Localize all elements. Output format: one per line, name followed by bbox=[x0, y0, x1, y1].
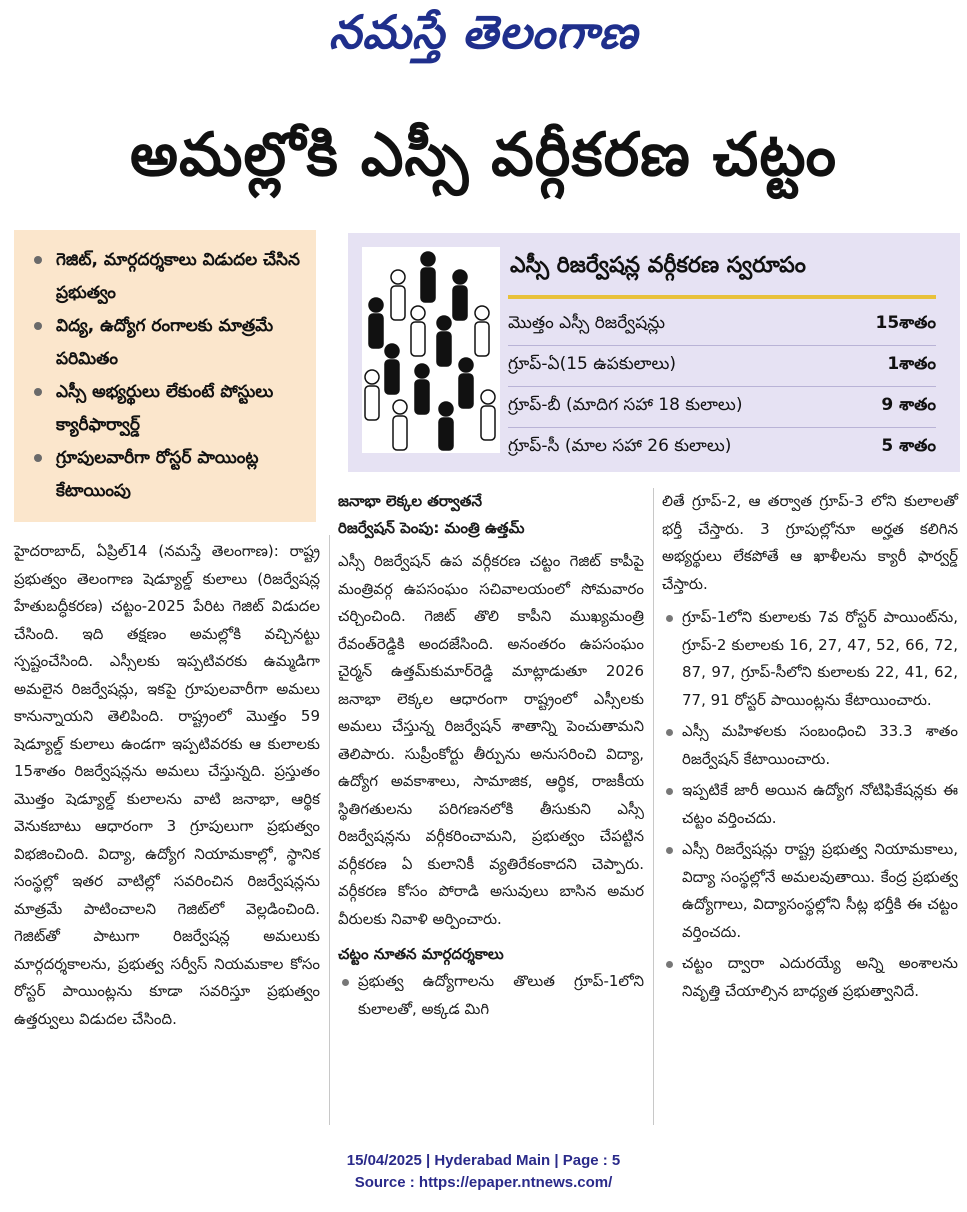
infobox bbox=[348, 233, 960, 472]
subheading: జనాభా లెక్కల తర్వాతనే bbox=[338, 492, 482, 510]
masthead-title: నమస్తే తెలంగాణ bbox=[328, 5, 639, 59]
infobox-row bbox=[508, 428, 936, 468]
bullet-icon bbox=[34, 256, 42, 264]
row-label: మొత్తం ఎస్సీ రిజర్వేషన్లు bbox=[508, 313, 666, 333]
subheading: చట్టం నూతన మార్గదర్శకాలు bbox=[338, 945, 504, 963]
row-label: గ్రూప్-బీ (మాదిగ సహా 18 కులాలు) bbox=[508, 395, 743, 415]
title-rule bbox=[508, 295, 936, 299]
column-divider bbox=[329, 535, 330, 1125]
highlight-item: విద్య, ఉద్యోగ రంగాలకు మాత్రమే పరిమితం bbox=[32, 310, 304, 376]
row-label: గ్రూప్-ఏ(15 ఉపకులాలు) bbox=[508, 354, 677, 374]
people-illustration bbox=[362, 247, 500, 453]
bullet-paragraph: ప్రభుత్వ ఉద్యోగాలను తొలుత గ్రూప్-1లోని కులాలతో, అక్కడ మిగి bbox=[338, 968, 644, 1023]
row-label: గ్రూప్-సీ (మాల సహా 26 కులాలు) bbox=[508, 436, 732, 456]
column-divider bbox=[653, 488, 654, 1125]
bullet-paragraph: చట్టం ద్వారా ఎదురయ్యే అన్ని అంశాలను నివృత్తి చేయాల్సిన బాధ్యత ప్రభుత్వానిదే. bbox=[662, 950, 958, 1005]
subheading: రిజర్వేషన్ పెంపు: మంత్రి ఉత్తమ్ bbox=[338, 519, 525, 537]
bullet-paragraph: ఎస్సీ రిజర్వేషన్లు రాష్ట్ర ప్రభుత్వ నియామకాలు, విద్యా సంస్థల్లోనే అమలవుతాయి. కేంద్ర ప్రభుత్వ ఉద్యోగాలు, విద్యాసంస్థల్లోని సీట్ల భర్తీకి ఈ చట్టం వర్తించదు. bbox=[662, 836, 958, 946]
headline: అమల్లోకి ఎస్సీ వర్గీకరణ చట్టం bbox=[129, 120, 838, 190]
footer-date-line: 15/04/2025 | Hyderabad Main | Page : 5 bbox=[346, 1152, 621, 1169]
bullet-paragraph: గ్రూప్-1లోని కులాలకు 7వ రోస్టర్ పాయింట్‌ను, గ్రూప్-2 కులాలకు 16, 27, 47, 52, 66, 72, 87, 97, గ్రూప్-సీలోని కులాలకు 22, 41, 62, 77, 91 రోస్టర్ పాయింట్లను కేటాయించారు. bbox=[662, 604, 958, 714]
article-column-1 bbox=[14, 538, 320, 1039]
article-paragraph: లితే గ్రూప్-2, ఆ తర్వాత గ్రూప్-3 లోని కులాలతో భర్తీ చేస్తారు. 3 గ్రూపుల్లోనూ అర్హత కలిగిన అభ్యర్థులు లేకపోతే ఆ ఖాళీలను క్యారీ ఫార్వర్డ్ చేస్తారు. bbox=[662, 492, 958, 593]
infobox-row bbox=[508, 305, 936, 346]
row-value: 9 శాతం bbox=[881, 395, 936, 415]
infobox-row bbox=[508, 346, 936, 387]
article-column-3 bbox=[662, 488, 958, 1009]
bullet-paragraph: ఇప్పటికే జారీ అయిన ఉద్యోగ నోటిఫికేషన్లకు ఈ చట్టం వర్తించదు. bbox=[662, 777, 958, 832]
bullet-icon bbox=[34, 322, 42, 330]
infobox-table bbox=[508, 305, 936, 468]
highlight-item: గెజిట్, మార్గదర్శకాలు విడుదల చేసిన ప్రభుత్వం bbox=[32, 244, 304, 310]
article-paragraph: హైదరాబాద్, ఏప్రిల్14 (నమస్తే తెలంగాణ): రాష్ట్ర ప్రభుత్వం తెలంగాణ షెడ్యూల్డ్ కులాలు (రిజర్వేషన్ల హేతుబద్ధీకరణ) చట్టం-2025 పేరిట గెజిట్ విడుదల చేసింది. ఇది తక్షణం అమల్లోకి వచ్చినట్టు స్పష్టంచేసింది. ఎస్సీలకు ఇప్పటివరకు ఉమ్మడిగా అమలైన రిజర్వేషన్లు, ఇకపై గ్రూపులవారీగా అమలు కానున్నాయని తెలిపింది. రాష్ట్రంలో మొత్తం 59 షెడ్యూల్డ్ కులాలు ఉండగా ఇప్పటివరకు ఆ కులాలకు 15శాతం రిజర్వేషన్లను అమలు చేస్తున్నది. ప్రస్తుతం మొత్తం షెడ్యూల్డ్ కులాలను వాటి జనాభా, ఆర్థిక వెనుకబాటు ఆధారంగా 3 గ్రూపులుగా ప్రభుత్వం విభజించింది. విద్యా, ఉద్యోగ నియామకాల్లో, స్థానిక సంస్థల్లో ఇతర వాటిల్లో సవరించిన రిజర్వేషన్లను మాత్రమే పాటించాలని గెజిట్‌లో వెల్లడించింది. గెజిట్‌తో పాటుగా రిజర్వేషన్ల అమలుకు మార్గదర్శకాలను, ప్రభుత్వ సర్వీస్ నియమకాల కోసం రోస్టర్ పాయింట్లను కూడా సవరిస్తూ ప్రభుత్వం ఉత్తర్వులు విడుదల చేసింది. bbox=[14, 542, 320, 1028]
highlight-item: ఎస్సీ అభ్యర్థులు లేకుంటే పోస్టులు క్యారీఫార్వార్డ్ bbox=[32, 376, 304, 442]
bullet-icon bbox=[34, 454, 42, 462]
highlights-box bbox=[14, 230, 316, 522]
row-value: 15శాతం bbox=[875, 313, 936, 333]
infobox-row bbox=[508, 387, 936, 428]
highlight-item: గ్రూపులవారీగా రోస్టర్ పాయింట్ల కేటాయింపు bbox=[32, 442, 304, 508]
article-column-2 bbox=[338, 488, 644, 1027]
infobox-title: ఎస్సీ రిజర్వేషన్ల వర్గీకరణ స్వరూపం bbox=[510, 253, 806, 278]
row-value: 1శాతం bbox=[887, 354, 936, 374]
masthead bbox=[0, 5, 967, 68]
people-icon bbox=[362, 247, 500, 453]
bullet-icon bbox=[34, 388, 42, 396]
footer bbox=[0, 1150, 967, 1194]
bullet-paragraph: ఎస్సీ మహిళలకు సంబంధించి 33.3 శాతం రిజర్వేషన్ కేటాయించారు. bbox=[662, 718, 958, 773]
article-paragraph: ఎస్సీ రిజర్వేషన్ ఉప వర్గీకరణ చట్టం గెజిట్ కాపీపై మంత్రివర్గ ఉపసంఘం సచివాలయంలో సోమవారం చర్చించింది. గెజిట్ తొలి కాపీని ముఖ్యమంత్రి రేవంత్‌రెడ్డికి అందజేసింది. అనంతరం ఉపసంఘం చైర్మన్ ఉత్తమ్‌కుమార్‌రెడ్డి మాట్లాడుతూ 2026 జనాభా లెక్కల ఆధారంగా రాష్ట్రంలో ఎస్సీలకు అమలు చేస్తున్న రిజర్వేషన్ శాతాన్ని పెంచుతామని తెలిపారు. సుప్రీంకోర్టు తీర్పును అనుసరించి విద్యా, ఉద్యోగ అవకాశాలు, సామాజిక, ఆర్థిక, రాజకీయ స్థితిగతులను పరిగణనలోకి తీసుకుని ఎస్సీ రిజర్వేషన్లను వర్గీకరించామని, ప్రభుత్వం చేపట్టిన వర్గీకరణ ఏ కులానికీ వ్యతిరేకంకాదని చెప్పారు. వర్గీకరణ కోసం పోరాడి అసువులు బాసిన అమర వీరులకు నివాళి అర్పించారు. bbox=[338, 552, 644, 928]
footer-source-link[interactable]: Source : https://epaper.ntnews.com/ bbox=[354, 1174, 613, 1191]
row-value: 5 శాతం bbox=[881, 436, 936, 456]
